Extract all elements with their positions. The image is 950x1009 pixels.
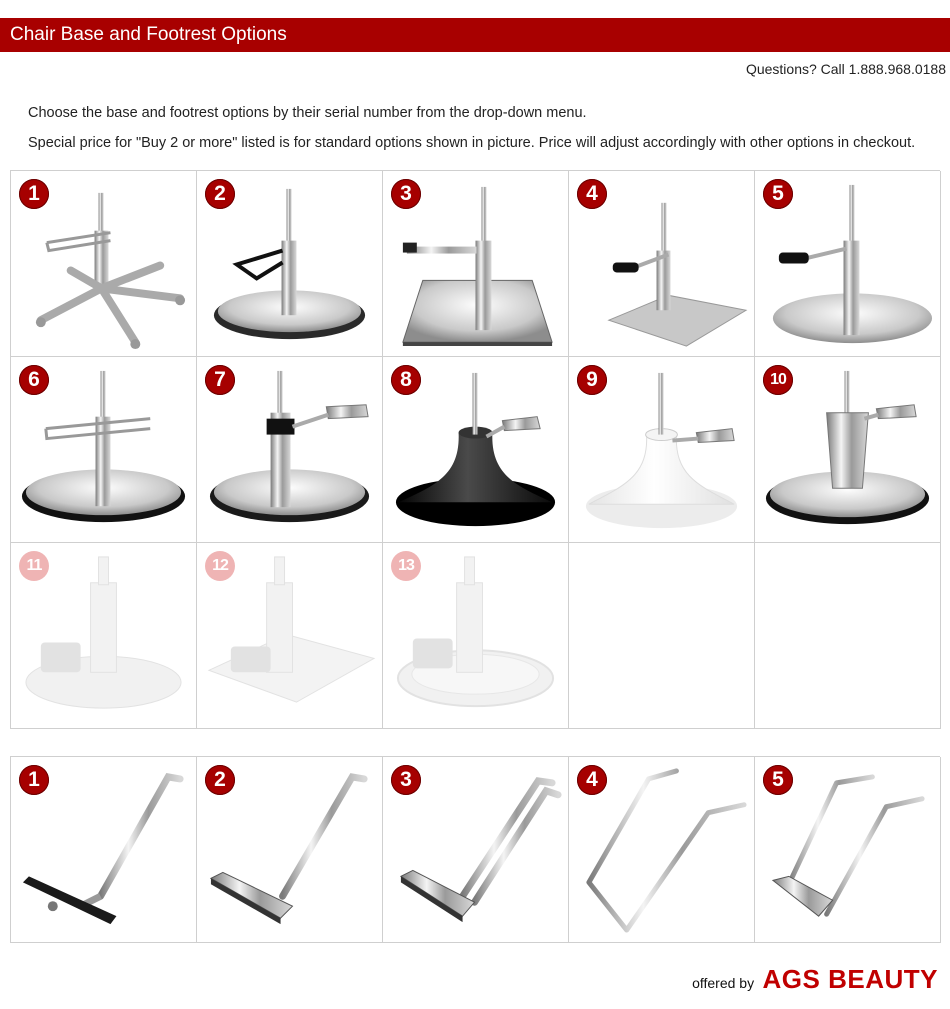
support-phone: Questions? Call 1.888.968.0188 [745, 61, 946, 77]
base-option-2[interactable] [197, 171, 383, 357]
option-number-badge: 1 [19, 179, 49, 209]
option-number-badge: 5 [763, 179, 793, 209]
option-number-badge: 11 [19, 551, 49, 581]
footrest-options-grid [10, 756, 940, 943]
footrest-option-5[interactable] [755, 757, 941, 943]
base-option-10[interactable] [755, 357, 941, 543]
base-options-grid [10, 170, 940, 729]
option-number-badge: 10 [763, 365, 793, 395]
footrest-option-3[interactable] [383, 757, 569, 943]
base-option-4[interactable] [569, 171, 755, 357]
option-number-badge: 4 [577, 179, 607, 209]
option-number-badge: 2 [205, 179, 235, 209]
option-number-badge: 2 [205, 765, 235, 795]
offered-by-label: offered by [692, 975, 755, 991]
option-number-badge: 1 [19, 765, 49, 795]
pricing-note: Special price for "Buy 2 or more" listed is for standard options shown in picture. Price will adjust accordingly with other options in checkout. [28, 135, 916, 151]
base-option-12[interactable] [197, 543, 383, 729]
option-number-badge: 3 [391, 765, 421, 795]
base-option-5[interactable] [755, 171, 941, 357]
base-option-8[interactable] [383, 357, 569, 543]
instructions-text: Choose the base and footrest options by their serial number from the drop-down menu. [28, 105, 587, 121]
option-number-badge: 6 [19, 365, 49, 395]
option-number-badge: 8 [391, 365, 421, 395]
footrest-option-4[interactable] [569, 757, 755, 943]
offered-by-footer [692, 964, 938, 995]
option-number-badge: 5 [763, 765, 793, 795]
base-option-1[interactable] [11, 171, 197, 357]
option-number-badge: 7 [205, 365, 235, 395]
footrest-option-2[interactable] [197, 757, 383, 943]
empty-grid-cell [755, 543, 941, 729]
option-number-badge: 4 [577, 765, 607, 795]
base-option-11[interactable] [11, 543, 197, 729]
base-option-7[interactable] [197, 357, 383, 543]
base-option-9[interactable] [569, 357, 755, 543]
empty-grid-cell [569, 543, 755, 729]
base-option-3[interactable] [383, 171, 569, 357]
option-number-badge: 9 [577, 365, 607, 395]
base-option-6[interactable] [11, 357, 197, 543]
option-number-badge: 3 [391, 179, 421, 209]
brand-logo[interactable]: AGS BEAUTY [762, 964, 938, 994]
footrest-option-1[interactable] [11, 757, 197, 943]
option-number-badge: 12 [205, 551, 235, 581]
page-title: Chair Base and Footrest Options [0, 18, 950, 52]
base-option-13[interactable] [383, 543, 569, 729]
option-number-badge: 13 [391, 551, 421, 581]
